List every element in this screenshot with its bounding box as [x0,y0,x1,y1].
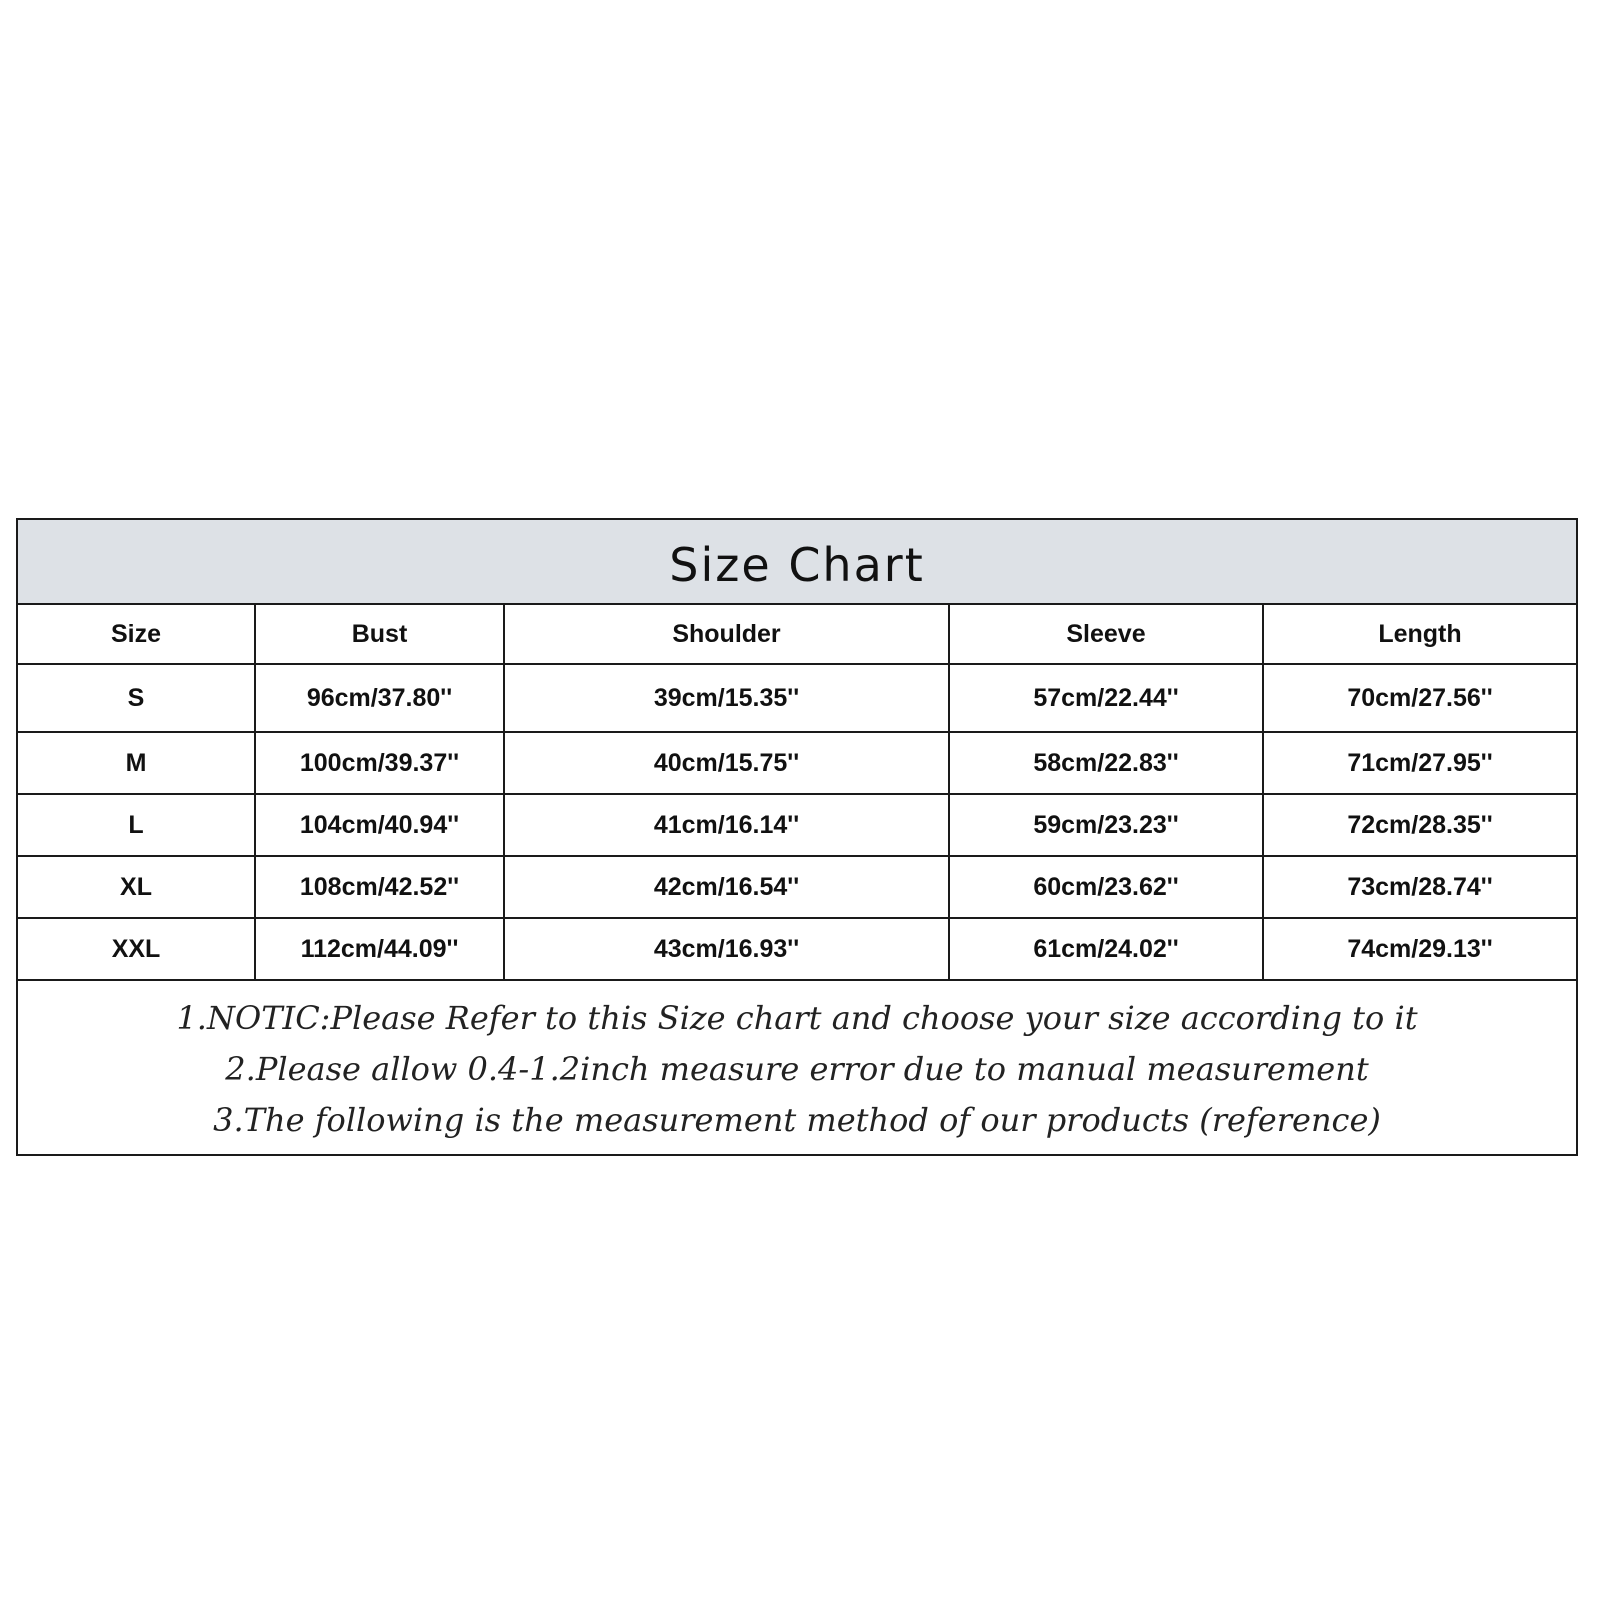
table-row [18,732,1576,794]
note-line: 2.Please allow 0.4-1.2inch measure error due to manual measurement [225,1050,1369,1088]
column-header-length: Length [1263,605,1576,664]
chart-title: Size Chart [669,537,925,592]
size-cell: XL [18,856,255,918]
title-bar [18,520,1576,605]
bust-cell: 108cm/42.52'' [255,856,504,918]
length-cell: 71cm/27.95'' [1263,732,1576,794]
table-row [18,794,1576,856]
sleeve-cell: 61cm/24.02'' [949,918,1263,980]
length-cell: 73cm/28.74'' [1263,856,1576,918]
shoulder-cell: 40cm/15.75'' [504,732,949,794]
length-cell: 74cm/29.13'' [1263,918,1576,980]
column-header-size: Size [18,605,255,664]
size-chart [16,518,1578,1156]
size-cell: M [18,732,255,794]
bust-cell: 96cm/37.80'' [255,664,504,732]
shoulder-cell: 42cm/16.54'' [504,856,949,918]
size-cell: S [18,664,255,732]
length-cell: 72cm/28.35'' [1263,794,1576,856]
sleeve-cell: 58cm/22.83'' [949,732,1263,794]
bust-cell: 104cm/40.94'' [255,794,504,856]
shoulder-cell: 39cm/15.35'' [504,664,949,732]
note-line: 3.The following is the measurement method of our products (reference) [213,1101,1381,1139]
column-header-sleeve: Sleeve [949,605,1263,664]
note-line: 1.NOTIC:Please Refer to this Size chart and choose your size according to it [176,999,1418,1037]
notes-section [18,985,1576,1154]
sleeve-cell: 59cm/23.23'' [949,794,1263,856]
header-row [18,605,1576,664]
size-table [18,605,1576,981]
sleeve-cell: 60cm/23.62'' [949,856,1263,918]
shoulder-cell: 43cm/16.93'' [504,918,949,980]
table-row [18,856,1576,918]
column-header-bust: Bust [255,605,504,664]
size-cell: L [18,794,255,856]
column-header-shoulder: Shoulder [504,605,949,664]
length-cell: 70cm/27.56'' [1263,664,1576,732]
table-row [18,664,1576,732]
shoulder-cell: 41cm/16.14'' [504,794,949,856]
table-row [18,918,1576,980]
size-cell: XXL [18,918,255,980]
sleeve-cell: 57cm/22.44'' [949,664,1263,732]
bust-cell: 112cm/44.09'' [255,918,504,980]
bust-cell: 100cm/39.37'' [255,732,504,794]
